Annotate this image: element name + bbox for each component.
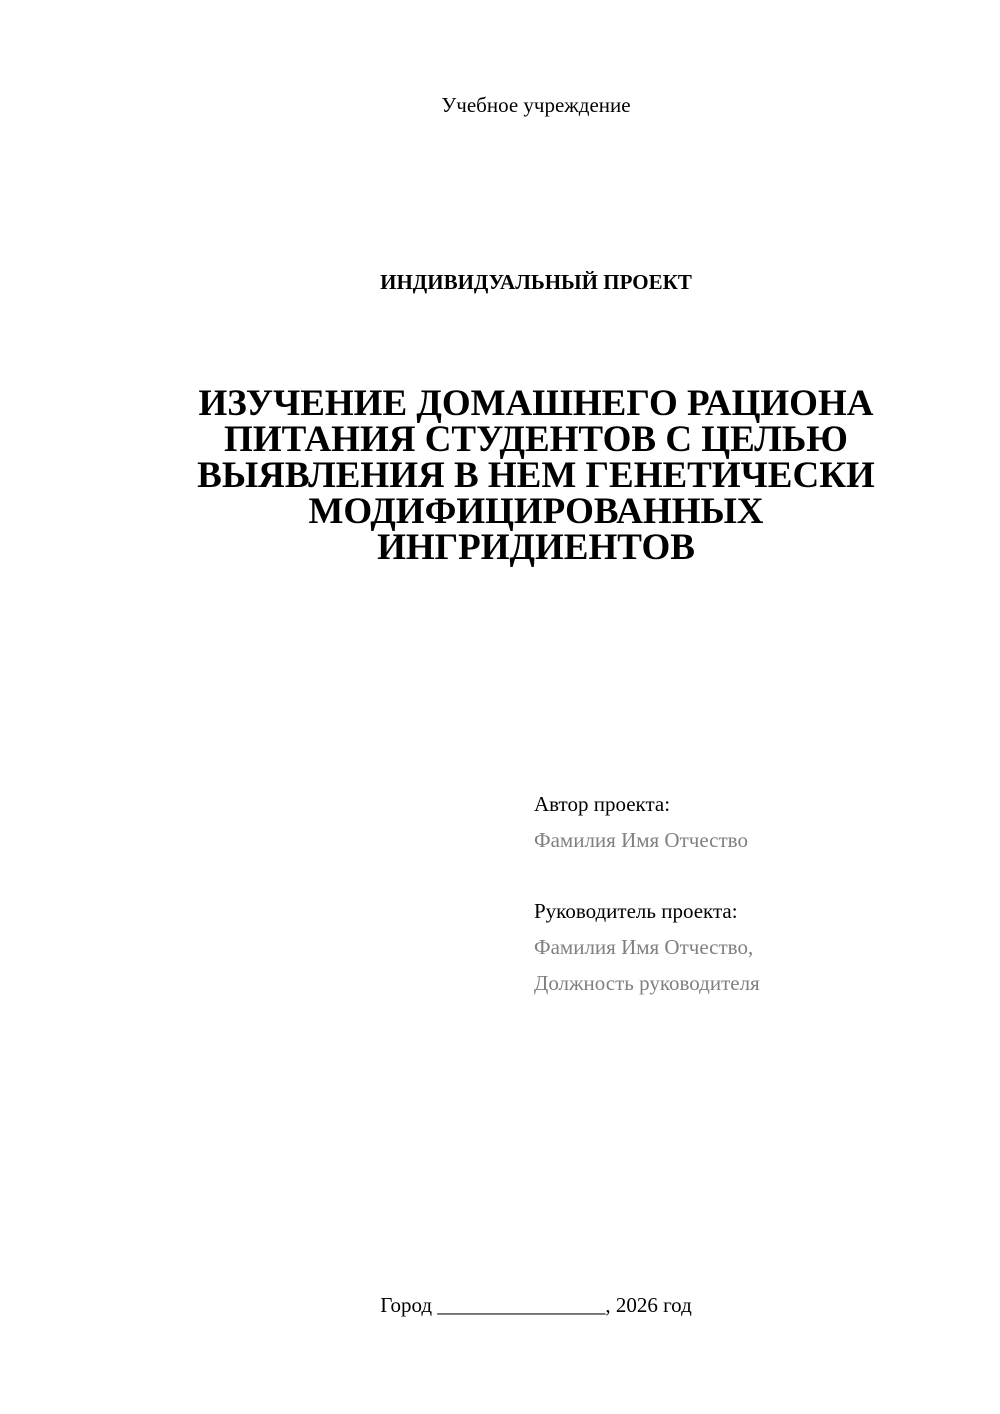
document-type: ИНДИВИДУАЛЬНЫЙ ПРОЕКТ [380,270,692,294]
author-block [534,786,748,858]
author-label: Автор проекта: [534,792,671,816]
title-line: МОДИФИЦИРОВАННЫХ [308,491,764,532]
institution-name: Учебное учреждение [441,93,631,117]
supervisor-label: Руководитель проекта: [534,899,738,923]
supervisor-name: Фамилия Имя Отчество, [534,935,754,959]
title-line: ВЫЯВЛЕНИЯ В НЕМ ГЕНЕТИЧЕСКИ [197,455,875,496]
city-year-line: Город ________________, 2026 год [380,1293,692,1317]
project-title [150,383,922,568]
supervisor-block [534,893,760,1001]
title-line: ИЗУЧЕНИЕ ДОМАШНЕГО РАЦИОНА [198,383,874,424]
title-line: ПИТАНИЯ СТУДЕНТОВ С ЦЕЛЬЮ [224,419,848,460]
supervisor-position: Должность руководителя [534,971,760,995]
author-name: Фамилия Имя Отчество [534,828,748,852]
title-line: ИНГРИДИЕНТОВ [377,527,695,568]
